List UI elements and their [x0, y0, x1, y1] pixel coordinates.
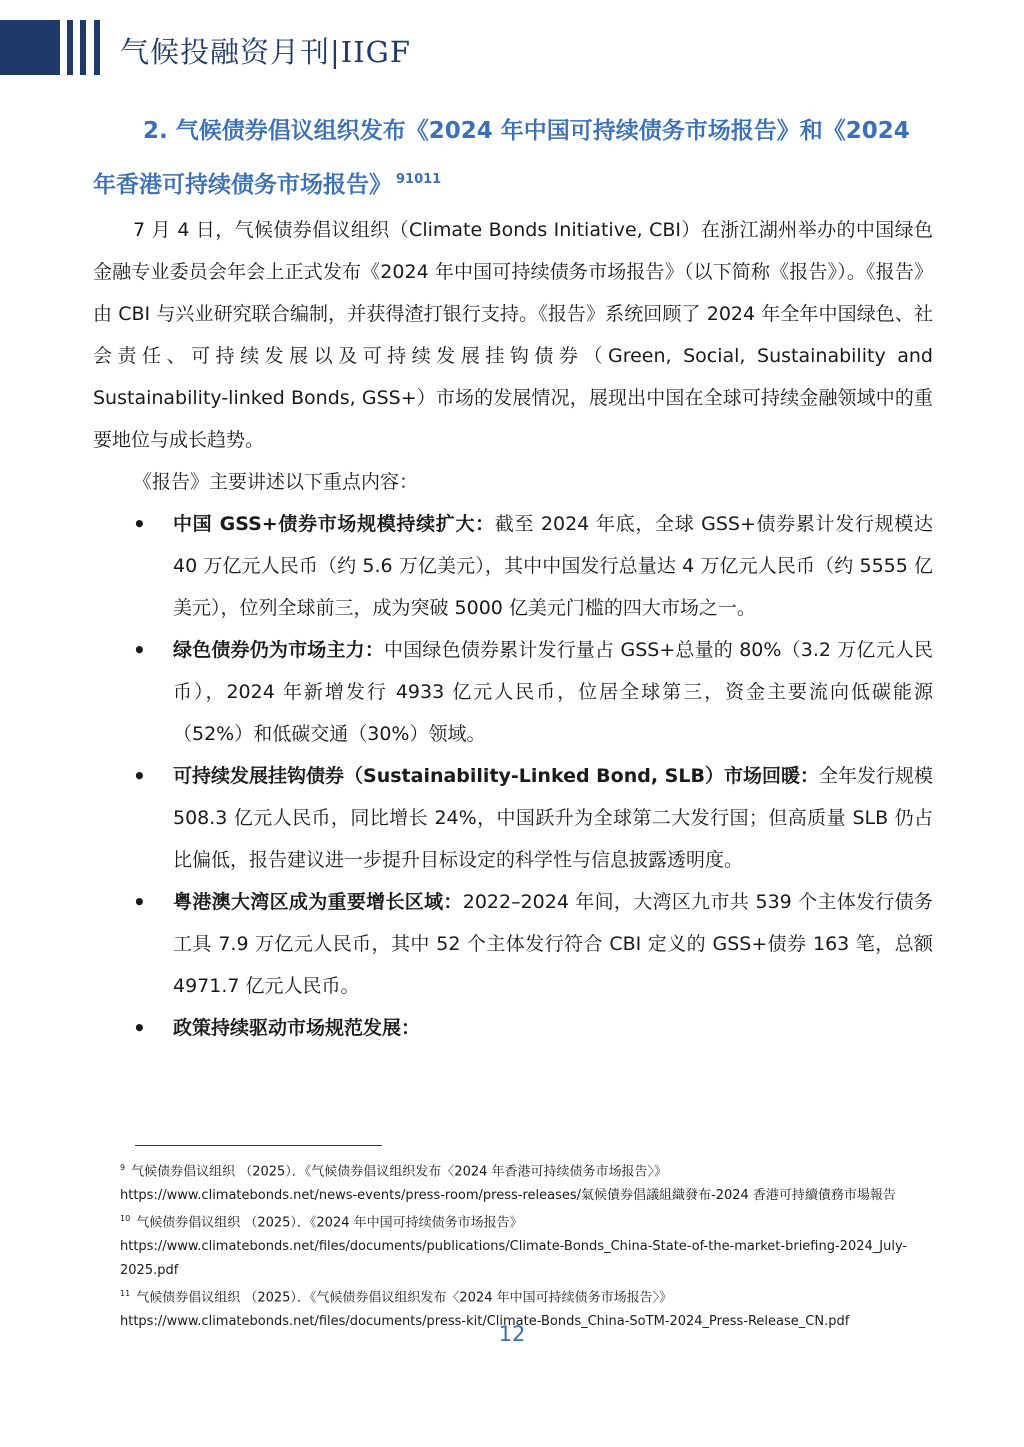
body-text — [93, 209, 933, 1049]
bullet-icon: • — [133, 512, 146, 536]
list-item — [93, 503, 933, 629]
bullet-lead: 绿色债券仍为市场主力： — [173, 639, 385, 661]
bullet-icon: • — [133, 638, 146, 662]
bullet-text: 全年发行规模 508.3 亿元人民币，同比增长 24%，中国跃升为全球第二大发行国；但高质量 SLB 仍占比偏低，报告建议进一步提升目标设定的科学性与信息披露透明度。 — [173, 765, 933, 871]
journal-title: 气候投融资月刊|IIGF — [120, 35, 411, 69]
footnote-link[interactable]: https://www.climatebonds.net/files/documents/publications/Climate-Bonds_China-State-of-the-market-briefing-2024_July-2025.pdf — [120, 1239, 908, 1278]
list-item — [93, 1007, 933, 1049]
header-bar-1 — [0, 20, 60, 75]
bullet-lead: 政策持续驱动市场规范发展： — [173, 1017, 421, 1039]
bullet-lead: 可持续发展挂钩债券（Sustainability-Linked Bond, SLB）市场回暖： — [173, 765, 819, 787]
list-item — [93, 755, 933, 881]
footnote-number: 10 — [120, 1214, 131, 1224]
header-bar-4 — [94, 20, 100, 75]
bullet-icon: • — [133, 1016, 146, 1040]
header-bar-2 — [67, 20, 73, 75]
footnote-refs: 91011 — [396, 172, 442, 188]
header-bar-3 — [80, 20, 86, 75]
bullet-text: 截至 2024 年底，全球 GSS+债券累计发行规模达 40 万亿元人民币（约 5.6 万亿美元），其中中国发行总量达 4 万亿元人民币（约 5555 亿美元），位列全球前三，成为突破 5000 亿美元门槛的四大市场之一。 — [173, 513, 933, 619]
section-heading-line2 — [93, 166, 441, 199]
footnotes — [120, 1156, 940, 1333]
footnote-number: 9 — [120, 1163, 126, 1172]
intro-paragraph: 7 月 4 日，气候债券倡议组织（Climate Bonds Initiative, CBI）在浙江湖州举办的中国绿色金融专业委员会年会上正式发布《2024 年中国可持续债务市场报告》（以下简称《报告》）。《报告》由 CBI 与兴业研究联合编制，并获得渣打银行支持。《报告》系统回顾了 2024 年全年中国绿色、社会责任、可持续发展以及可持续发展挂钩债券（Green, Social, Sustainability and Sustainability-linked Bonds, GSS+）市场的发展情况，展现出中国在全球可持续金融领域中的重要地位与成长趋势。 — [93, 219, 933, 451]
bullet-text: 中国绿色债券累计发行量占 GSS+总量的 80%（3.2 万亿元人民币），2024 年新增发行 4933 亿元人民币，位居全球第三，资金主要流向低碳能源（52%）和低碳交通（30%）领域。 — [173, 639, 933, 745]
bullet-lead: 中国 GSS+债券市场规模持续扩大： — [173, 513, 495, 535]
bullet-icon: • — [133, 890, 146, 914]
bullet-text: 2022–2024 年间，大湾区九市共 539 个主体发行债务工具 7.9 万亿元人民币，其中 52 个主体发行符合 CBI 定义的 GSS+债券 163 笔，总额 4971.7 亿元人民币。 — [173, 891, 933, 997]
footnote-link[interactable]: https://www.climatebonds.net/news-events/press-room/press-releases/氣候債券倡議組織發布-2024 香港可持續債務市場報告 — [120, 1187, 896, 1203]
footnote-number: 11 — [120, 1289, 131, 1299]
footnote-link[interactable]: https://www.climatebonds.net/files/documents/press-kit/Climate-Bonds_China-SoTM-2024_Press-Release_CN.pdf — [120, 1313, 850, 1329]
list-item — [93, 881, 933, 1007]
bullet-lead: 粤港澳大湾区成为重要增长区域： — [173, 891, 463, 913]
footnote-title: $^{11}$ 气候债券倡议组织 （2025）．《气候债券倡议组织发布〈2024 年中国可持续债务市场报告〉》 — [120, 1289, 673, 1306]
footnote-title: $^9$ 气候债券倡议组织 （2025）．《气候债券倡议组织发布〈2024 年香港可持续债务市场报告〉》 — [120, 1163, 668, 1180]
page-number: 12 — [498, 1322, 526, 1346]
key-points-list — [93, 503, 933, 1049]
section-heading-text: 年香港可持续债务市场报告》 — [93, 172, 392, 198]
list-item — [93, 629, 933, 755]
section-heading-line1: 2. 气候债券倡议组织发布《2024 年中国可持续债务市场报告》和《2024 — [143, 118, 910, 144]
footnote-divider — [135, 1145, 382, 1146]
bullet-icon: • — [133, 764, 146, 788]
footnote-title: $^{10}$ 气候债券倡议组织 （2025）．《2024 年中国可持续债务市场报告》 — [120, 1214, 523, 1231]
key-points-intro: 《报告》主要讲述以下重点内容： — [133, 471, 419, 493]
